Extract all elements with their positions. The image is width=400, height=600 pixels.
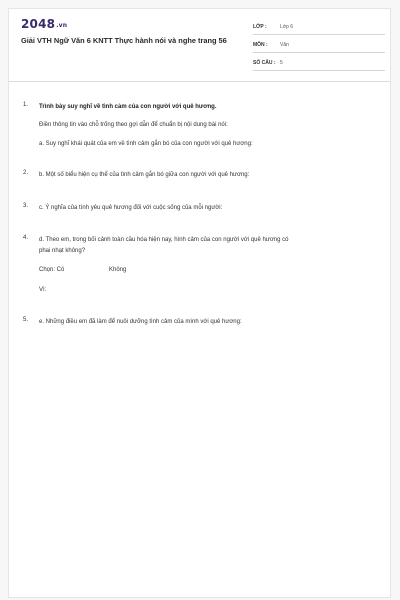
question-instruction: Điền thông tin vào chỗ trống theo gợi dẫn để chuẩn bị nội dung bài nói:	[39, 122, 228, 128]
logo-main-text: 2048	[21, 17, 56, 31]
meta-label: LỚP :	[253, 23, 267, 30]
meta-label: MÔN :	[253, 41, 268, 48]
question-subpart: a. Suy nghĩ khái quát của em về tình cảm gắn bó của con người với quê hương:	[39, 141, 253, 147]
meta-label: SỐ CÂU :	[253, 59, 276, 66]
question-number: 5.	[23, 317, 29, 323]
worksheet-page	[8, 8, 391, 598]
question-text: d. Theo em, trong bối cảnh toàn cầu hóa hiện nay, hình cảm của con người với quê hương có	[39, 237, 289, 243]
question-text: b. Một số biểu hiện cụ thể của tình cảm gắn bó giữa con người với quê hương:	[39, 172, 250, 178]
logo-domain-text: .vn	[56, 22, 68, 29]
choice-option-no[interactable]: Không	[109, 267, 127, 273]
worksheet-header	[9, 9, 390, 82]
question-number: 2.	[23, 170, 29, 176]
question-text: Trình bày suy nghĩ về tình cảm của con người với quê hương.	[39, 104, 217, 110]
meta-row-subject	[253, 37, 385, 53]
meta-row-class	[253, 19, 385, 35]
question-text: c. Ý nghĩa của tình yêu quê hương đối với cuộc sống của mỗi người:	[39, 205, 223, 211]
meta-value: Lớp 6	[280, 23, 294, 30]
question-number: 3.	[23, 203, 29, 209]
meta-info-block	[253, 19, 385, 73]
question-text-continued: phai nhạt không?	[39, 248, 86, 254]
site-logo[interactable]	[21, 17, 67, 31]
meta-row-count	[253, 55, 385, 71]
reason-label: Vì:	[39, 287, 47, 293]
choice-selected[interactable]: Chọn: Có	[39, 267, 65, 273]
document-title: Giải VTH Ngữ Văn 6 KNTT Thực hành nói và nghe trang 56	[21, 36, 227, 45]
question-number: 1.	[23, 102, 29, 108]
question-text: e. Những điều em đã làm để nuôi dưỡng tình cảm của mình với quê hương:	[39, 319, 242, 325]
question-number: 4.	[23, 235, 29, 241]
meta-value: Văn	[280, 41, 289, 48]
meta-value: 5	[280, 59, 283, 66]
